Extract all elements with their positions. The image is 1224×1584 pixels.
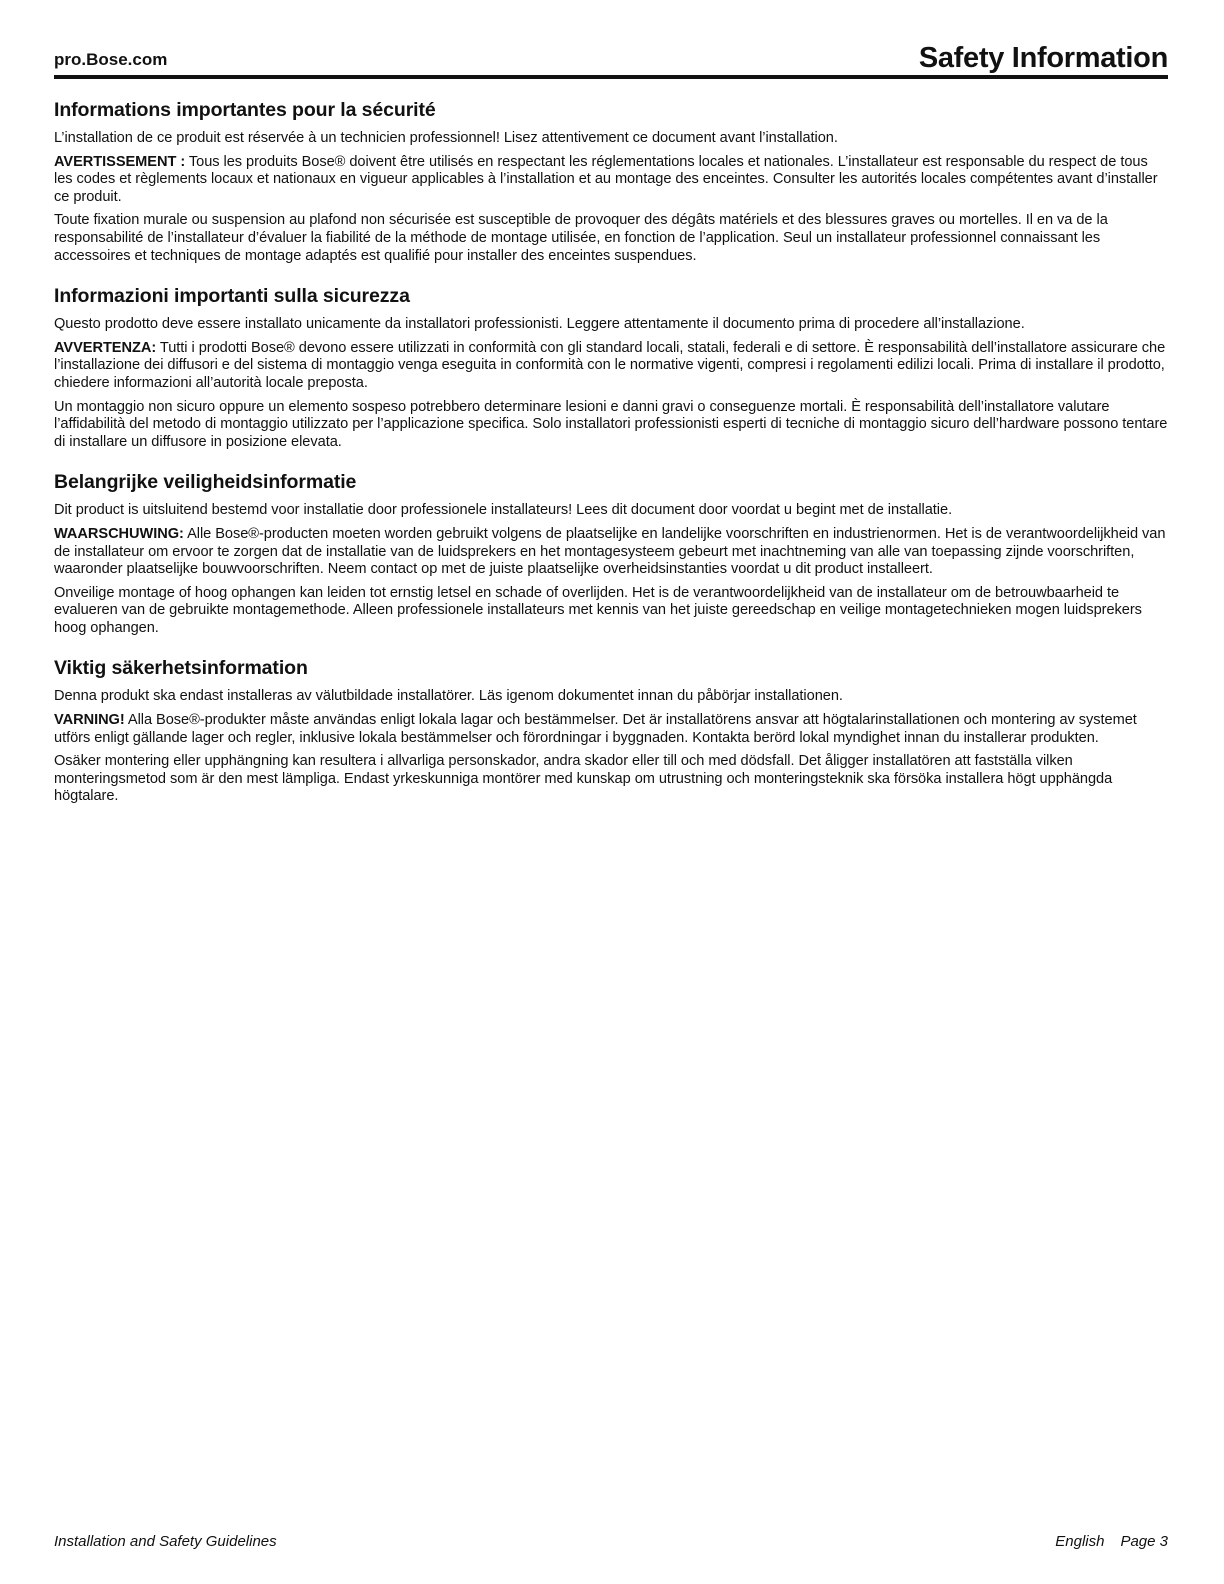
section-swedish — [54, 657, 1168, 806]
warning-paragraph — [54, 526, 1168, 579]
document-page — [54, 44, 1168, 812]
warning-label: WAARSCHUWING: — [54, 525, 184, 542]
intro-paragraph: Questo prodotto deve essere installato unicamente da installatori professionisti. Leggere attentamente il documento prima di procedere all’installazione. — [54, 316, 1025, 333]
mounting-paragraph: Onveilige montage of hoog ophangen kan leiden tot ernstig letsel en schade of overlijden. Het is de verantwoordelijkheid van de installateur om de betrouwbaarheid te evalueren van de gebruikte montagemethode. Alleen professionele installateurs met kennis van het juiste gereedschap en veilige montagetechnieken mogen luidsprekers hoog ophangen. — [54, 584, 1142, 636]
section-french — [54, 99, 1168, 265]
mounting-paragraph: Un montaggio non sicuro oppure un elemento sospeso potrebbero determinare lesioni e danni gravi o conseguenze mortali. È responsabilità dell’installatore valutare l’affidabilità del metodo di montaggio utilizzato per l’applicazione specifica. Solo installatori professionisti esperti di tecniche di montaggio sicuro dell’hardware possono tentare di installare un diffusore in posizione elevata. — [54, 398, 1168, 450]
warning-paragraph — [54, 340, 1168, 393]
page-title: Safety Information — [918, 42, 1168, 74]
warning-label: AVVERTENZA: — [54, 339, 157, 356]
mounting-paragraph: Osäker montering eller upphängning kan resultera i allvarliga personskador, andra skador eller till och med dödsfall. Det åligger installatören att fastställa vilken monteringsmetod som är den mest lämpliga. Endast yrkeskunniga montörer med kunskap om utrustning och monteringsteknik ska försöka installera högt upphängda högtalare. — [54, 753, 1113, 805]
warning-label: AVERTISSEMENT : — [54, 153, 186, 170]
intro-paragraph: Denna produkt ska endast installeras av välutbildade installatörer. Läs igenom dokumentet innan du påbörjar installationen. — [54, 688, 843, 705]
page-header — [54, 44, 1168, 79]
section-italian — [54, 285, 1168, 451]
section-heading: Viktig säkerhetsinformation — [54, 657, 308, 680]
warning-text: Alla Bose®-produkter måste användas enligt lokala lagar och bestämmelser. Det är installatörens ansvar att högtalarinstallationen och montering av systemet utförs enligt gällande lager och regler, inklusive lokala bestämmelser och förordningar i byggnaden. Kontakta berörd lokal myndighet innan du installerar produkten. — [54, 712, 1137, 746]
warning-paragraph — [54, 154, 1168, 207]
footer-page-number: Page 3 — [1120, 1533, 1168, 1550]
footer-right — [1055, 1533, 1168, 1550]
warning-text: Tous les produits Bose® doivent être utilisés en respectant les réglementations locales et nationales. L’installateur est responsable du respect de tous les codes et règlements locaux et nationaux en vigueur applicables à l’installation et au montage des enceintes. Consulter les autorités locales compétentes avant d’installer ce produit. — [54, 153, 1158, 205]
warning-paragraph — [54, 712, 1168, 747]
warning-label: VARNING! — [54, 712, 125, 729]
footer-language: English — [1055, 1533, 1105, 1550]
footer-document-title: Installation and Safety Guidelines — [54, 1533, 277, 1550]
section-dutch — [54, 471, 1168, 637]
mounting-paragraph: Toute fixation murale ou suspension au plafond non sécurisée est susceptible de provoquer des dégâts matériels et des blessures graves ou mortelles. Il en va de la responsabilité de l’installateur d’évaluer la fiabilité de la méthode de montage utilisée, en fonction de l’application. Seul un installateur professionnel connaissant les accessoires et techniques de montage adaptés est qualifié pour installer des enceintes suspendues. — [54, 212, 1108, 264]
intro-paragraph: L’installation de ce produit est réservée à un technicien professionnel! Lisez attentivement ce document avant l’installation. — [54, 130, 838, 146]
warning-text: Tutti i prodotti Bose® devono essere utilizzati in conformità con gli standard locali, statali, federali e di settore. È responsabilità dell’installatore assicurare che l’installazione dei diffusori e del sistema di montaggio venga eseguita in conformità con le normative vigenti, compresi i regolamenti edilizi locali. Prima di installare il prodotto, chiedere informazioni all’autorità locale preposta. — [54, 339, 1166, 391]
page-footer — [54, 1533, 1168, 1550]
section-heading: Informations importantes pour la sécurité — [54, 99, 436, 121]
intro-paragraph: Dit product is uitsluitend bestemd voor installatie door professionele installateurs! Lees dit document door voordat u begint met de installatie. — [54, 502, 953, 519]
site-url: pro.Bose.com — [54, 50, 168, 69]
section-heading: Informazioni importanti sulla sicurezza — [54, 285, 410, 308]
section-heading: Belangrijke veiligheidsinformatie — [54, 471, 357, 494]
warning-text: Alle Bose®-producten moeten worden gebruikt volgens de plaatselijke en landelijke voorschriften en industrienormen. Het is de verantwoordelijkheid van de installateur om ervoor te zorgen dat de installatie van de luidsprekers en het montagesysteem gebeurt met inachtneming van alle van toepassing zijnde voorschriften, waaronder plaatselijke bouwvoorschriften. Neem contact op met de juiste plaatselijke overheidsinstanties voordat u dit product installeert. — [54, 525, 1166, 578]
